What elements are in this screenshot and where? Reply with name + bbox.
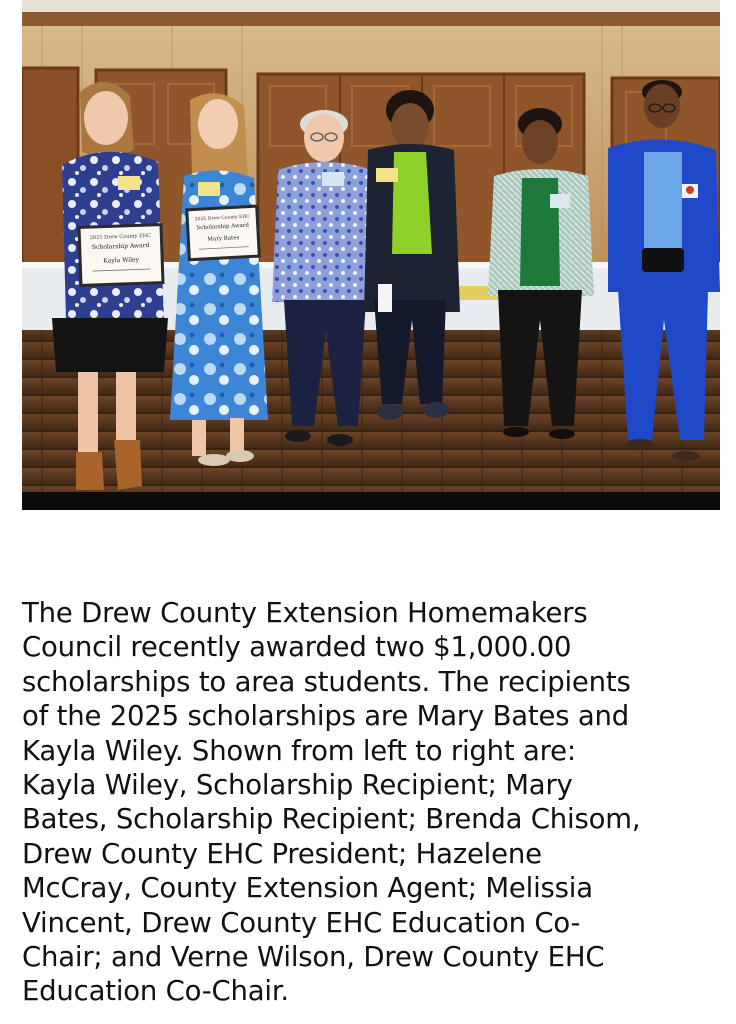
caption-line: Chair; and Verne Wilson, Drew County EHC xyxy=(22,941,605,974)
caption-line: Vincent, Drew County EHC Education Co- xyxy=(22,906,581,939)
caption-line: Kayla Wiley. Shown from left to right are: xyxy=(22,734,576,767)
photo-caption xyxy=(22,596,722,1009)
cert-right-header: 2025 Drew County EHC xyxy=(194,214,250,223)
certificate-kayla xyxy=(79,225,163,286)
caption-line: Education Co-Chair. xyxy=(22,975,289,1008)
cert-right-name: Mary Bates xyxy=(207,235,240,243)
caption-line: Council recently awarded two $1,000.00 xyxy=(22,631,572,664)
cert-left-title: Scholarship Award xyxy=(91,242,150,252)
caption-line: McCray, County Extension Agent; Melissia xyxy=(22,872,593,905)
cert-right-title: Scholarship Award xyxy=(196,222,250,232)
caption-line: The Drew County Extension Homemakers xyxy=(22,597,588,629)
cert-left-name: Kayla Wiley xyxy=(103,256,140,265)
caption-line: Kayla Wiley, Scholarship Recipient; Mary xyxy=(22,769,573,802)
caption-line: Drew County EHC President; Hazelene xyxy=(22,837,542,870)
group-photo xyxy=(22,0,720,510)
certificate-mary xyxy=(187,206,260,260)
caption-line: Bates, Scholarship Recipient; Brenda Chisom, xyxy=(22,803,641,836)
ceiling xyxy=(22,0,720,14)
crown-molding xyxy=(22,12,720,26)
caption-line: scholarships to area students. The recipients xyxy=(22,665,631,698)
caption-line: of the 2025 scholarships are Mary Bates and xyxy=(22,700,630,733)
cert-left-header: 2025 Drew County EHC xyxy=(89,232,151,242)
